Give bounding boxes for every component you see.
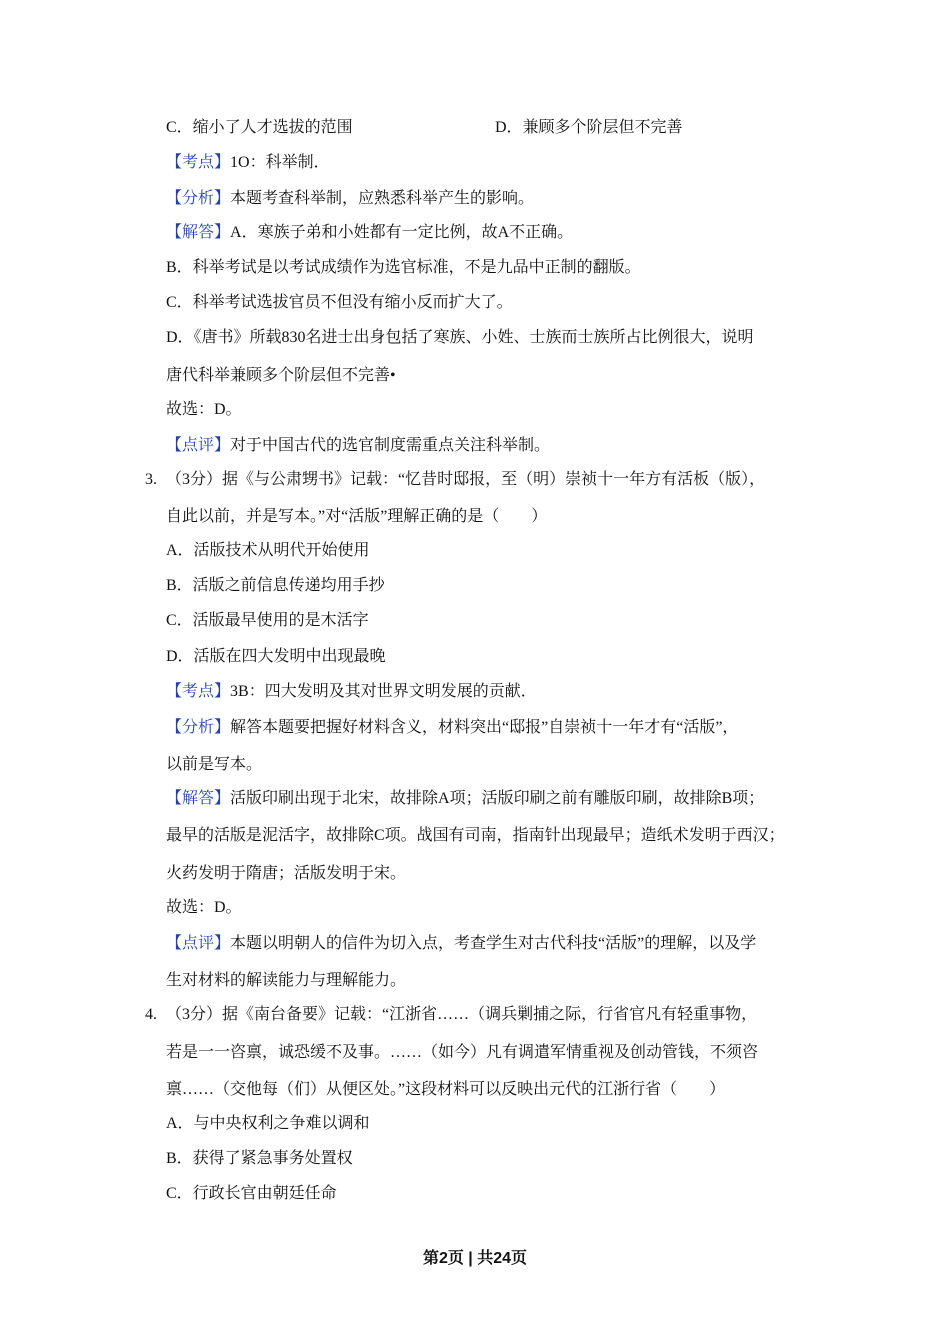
kaodian-tag: 【考点】 (166, 683, 231, 700)
q3-option-a: A．活版技术从明代开始使用 (166, 542, 370, 559)
q2-jieda-c: C．科举考试选拔官员不但没有缩小反而扩大了。 (166, 294, 513, 311)
q3-stem-2: 自此以前，并是写本。”对“活版”理解正确的是（ ） (166, 508, 548, 525)
q3-jieda-2: 最早的活版是泥活字，故排除C项。战国有司南，指南针出现最早；造纸术发明于西汉； (166, 827, 785, 844)
q2-fenxi (166, 189, 534, 209)
jieda-tag: 【解答】 (166, 790, 231, 807)
page-footer: 第2页 | 共24页 (422, 1250, 528, 1267)
q3-dianping-2: 生对材料的解读能力与理解能力。 (166, 972, 407, 989)
q4-stem-2: 若是一一咨禀，诚恐缓不及事。……（如今）凡有调遣军情重视及创动管钱，不须咨 (166, 1044, 759, 1061)
kaodian-tag: 【考点】 (166, 154, 231, 171)
q3-option-d: D．活版在四大发明中出现最晚 (166, 648, 386, 665)
q4-option-b: B．获得了紧急事务处置权 (166, 1150, 353, 1167)
q3-kaodian (166, 682, 537, 702)
q3-stem (145, 470, 765, 490)
fenxi-text: 本题考查科举制，应熟悉科举产生的影响。 (230, 190, 535, 207)
q4-stem-3: 禀……（交他每（们）从便区处。”这段材料可以反映出元代的江浙行省（ ） (166, 1081, 726, 1098)
dianping-tag: 【点评】 (166, 437, 231, 454)
jieda-text: A．寒族子弟和小姓都有一定比例，故A不正确。 (230, 224, 574, 241)
q2-dianping (166, 436, 550, 456)
q2-jieda-d2: 唐代科举兼顾多个阶层但不完善• (166, 367, 396, 384)
q3-answer: 故选：D。 (166, 899, 242, 916)
q2-jieda-d1: D．《唐书》所载830名进士出身包括了寒族、小姓、士族而士族所占比例很大，说明 (166, 329, 754, 346)
fenxi-tag: 【分析】 (166, 190, 231, 207)
q2-kaodian (166, 153, 330, 173)
dianping-text: 对于中国古代的选官制度需重点关注科举制。 (230, 437, 551, 454)
q3-fenxi-2: 以前是写本。 (166, 756, 263, 773)
fenxi-tag: 【分析】 (166, 719, 231, 736)
q2-jieda-b: B．科举考试是以考试成绩作为选官标准，不是九品中正制的翻版。 (166, 259, 641, 276)
kaodian-text: 1O：科举制． (230, 154, 330, 171)
q3-jieda-3: 火药发明于隋唐；活版发明于宋。 (166, 865, 407, 882)
q3-option-b: B．活版之前信息传递均用手抄 (166, 577, 385, 594)
q2-answer: 故选：D。 (166, 401, 242, 418)
question-number: 3. (145, 471, 157, 488)
q3-option-c: C．活版最早使用的是木活字 (166, 612, 369, 629)
dianping-text: 本题以明朝人的信件为切入点，考查学生对古代科技“活版”的理解，以及学 (230, 935, 757, 952)
q4-option-c: C．行政长官由朝廷任命 (166, 1185, 337, 1202)
q3-dianping (166, 934, 756, 954)
q3-stem-1: （3分）据《与公肃甥书》记载：“忆昔时邸报，至（明）崇祯十一年方有活板（版）， (166, 471, 766, 488)
fenxi-text: 解答本题要把握好材料含义，材料突出“邸报”自崇祯十一年才有“活版”， (230, 719, 739, 736)
q3-fenxi (166, 718, 738, 738)
q4-stem-1: （3分）据《南台备要》记载：“江浙省……（调兵剿捕之际，行省官凡有轻重事物， (166, 1006, 758, 1023)
q2-jieda (166, 223, 573, 243)
q2-option-c: C．缩小了人才选拔的范围 (166, 119, 353, 136)
q4-stem (145, 1005, 757, 1025)
q3-jieda (166, 789, 764, 809)
question-number: 4. (145, 1006, 157, 1023)
q2-option-d: D．兼顾多个阶层但不完善 (495, 119, 683, 136)
dianping-tag: 【点评】 (166, 935, 231, 952)
q4-option-a: A．与中央权利之争难以调和 (166, 1115, 370, 1132)
jieda-tag: 【解答】 (166, 224, 231, 241)
jieda-text: 活版印刷出现于北宋，故排除A项；活版印刷之前有雕版印刷，故排除B项； (230, 790, 765, 807)
kaodian-text: 3B：四大发明及其对世界文明发展的贡献． (230, 683, 537, 700)
